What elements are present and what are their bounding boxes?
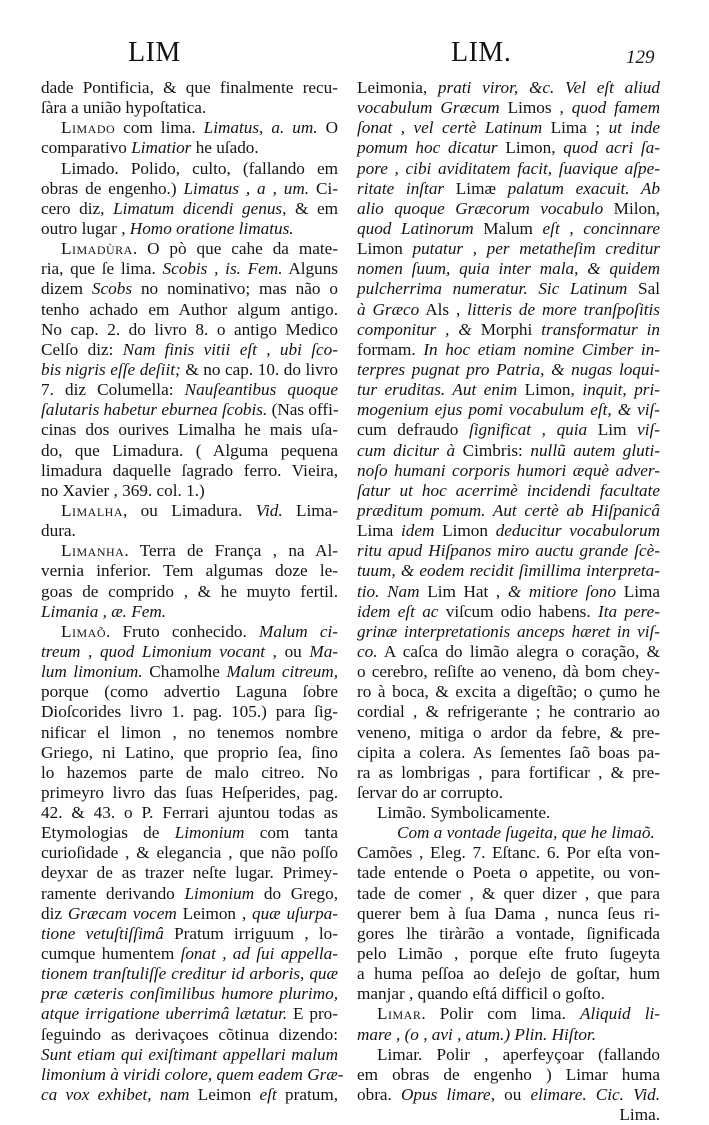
text-run: dura.: [41, 521, 76, 541]
latin-text: eſt: [259, 1085, 277, 1105]
text-run: cinas dos ourives Limalha he mais uſa-: [41, 420, 338, 440]
text-line: [41, 360, 338, 380]
entry-headword: Limanha: [61, 541, 125, 561]
latin-text: Aliquid li-: [579, 1004, 660, 1024]
latin-text: pomum hoc dicatur: [357, 138, 498, 158]
text-line: [357, 924, 660, 944]
text-line: [41, 944, 338, 964]
text-line: [41, 984, 338, 1004]
latin-text: ſignificat , quia: [468, 420, 588, 440]
text-run: Leimonia,: [357, 78, 438, 97]
text-run: manjar , quando eſtá difficil o goſto.: [357, 984, 605, 1004]
latin-text: ritu apud Hiſpanos miro auctu grande ſcè-: [357, 541, 660, 561]
latin-text: componitur , &: [357, 319, 472, 339]
text-run: dade Pontificia, & que finalmente recu-: [41, 78, 338, 97]
text-line: [357, 320, 660, 340]
latin-text: Malum ci-: [259, 621, 338, 641]
text-line: [41, 300, 338, 320]
latin-text: & mitiore ſono: [507, 581, 617, 601]
text-line: [357, 1004, 660, 1024]
running-head-right: LIM.: [451, 37, 512, 68]
text-run: ra as lombrigas , para fortificar , & pre-: [357, 762, 660, 782]
latin-text: elimare. Cic. Vid.: [530, 1085, 661, 1105]
text-line: [41, 541, 338, 561]
text-line: [357, 602, 660, 622]
text-line: [357, 300, 660, 320]
text-run: limadura daquelle ſagrado ferro. Vieira,: [41, 460, 338, 480]
text-line: [357, 340, 660, 360]
latin-text: quod famem: [571, 98, 660, 118]
text-line: [41, 803, 338, 823]
text-run: , ou Limadura.: [123, 500, 256, 520]
text-run: deyxar de as trazer neſte lugar. Primey-: [41, 863, 338, 883]
text-line: [41, 642, 338, 662]
text-line: [41, 582, 338, 602]
text-run: Lima ;: [542, 118, 609, 138]
text-run: cero diz,: [41, 198, 114, 218]
text-run: tade entende o Poeta o appetite, ou von-: [357, 863, 660, 883]
text-run: Lima-: [282, 500, 338, 520]
text-line: [41, 763, 338, 783]
text-line: [41, 320, 338, 340]
text-run: Morphi: [471, 319, 542, 339]
text-line: [357, 400, 660, 420]
entry-headword: Limalha: [61, 500, 123, 520]
text-run: Als ,: [419, 299, 468, 319]
latin-text: præditum pomum. Aut certè ab Hiſpanicâ: [357, 500, 660, 520]
text-run: E pro-: [287, 1004, 338, 1024]
text-line: [41, 743, 338, 763]
text-run: Limon,: [497, 138, 564, 158]
latin-text: ritate inſtar: [357, 178, 445, 198]
latin-text: Com a vontade ſugeita, que he limaõ.: [397, 823, 655, 843]
latin-text: idem: [401, 521, 435, 541]
text-run: Chamolhe: [142, 662, 227, 682]
latin-text: litteris de more tranſpoſitis: [467, 299, 660, 319]
text-run: cumque humentem: [41, 944, 181, 964]
text-run: 7. diz Columella:: [41, 380, 185, 400]
latin-text: mare , (o , avi , atum.) Plin. Hiſtor.: [357, 1024, 597, 1044]
text-line: [357, 1065, 660, 1085]
latin-text: idem eſt ac: [357, 601, 439, 621]
text-line: [41, 340, 338, 360]
text-run: do Grego,: [254, 883, 339, 903]
text-run: Lim Hat ,: [419, 581, 508, 601]
text-line: [357, 702, 660, 722]
latin-text: ca vox exhibet, nam: [41, 1085, 190, 1105]
text-run: ſeguindo as derivaçoes cõtinua dizendo:: [41, 1024, 338, 1044]
text-run: outro lugar ,: [41, 218, 130, 238]
latin-text: tione vetuſtiſſimâ: [41, 923, 164, 943]
text-run: comparativo: [41, 138, 132, 158]
text-run: primeyro livro das ſuas Heſperides, pag.: [41, 782, 338, 802]
latin-text: nomen ſuum, quia inter mala, & quidem: [357, 259, 660, 279]
text-line: [357, 1045, 660, 1065]
text-line: [357, 481, 660, 501]
text-line: [357, 159, 660, 179]
text-run: 42. & 43. o P. Ferrari ajuntou todas as: [41, 803, 338, 823]
text-run: cum defraudo: [357, 420, 469, 440]
latin-text: à Græco: [357, 299, 420, 319]
text-run: ramente derivando: [41, 883, 185, 903]
text-run: Limon: [357, 239, 413, 259]
text-line: [357, 138, 660, 158]
text-run: Lima.: [619, 1105, 660, 1125]
text-run: Lima: [616, 581, 661, 601]
text-line: [357, 98, 660, 118]
text-line: [357, 279, 660, 299]
latin-text: tuum, & eodem recidit ſimillima interpreta-: [357, 561, 660, 581]
text-line: [357, 380, 660, 400]
latin-text: Nauſeantibus quoque: [184, 380, 338, 400]
text-line: [41, 441, 338, 461]
text-run: em obras de engenho ) Limar huma: [357, 1064, 660, 1084]
latin-text: putatur , per metatheſim creditur: [412, 239, 660, 259]
text-run: no nominativo; mas não o: [132, 279, 338, 299]
latin-text: ſonat , vel certè Latinum: [357, 118, 543, 138]
text-run: . Terra de França , na Al-: [124, 541, 338, 561]
text-line: [357, 118, 660, 138]
latin-text: inquit, pri-: [582, 380, 660, 400]
text-line: [357, 501, 660, 521]
latin-text: Limatior: [131, 138, 192, 158]
text-run: ſàra a união hypoſtatica.: [41, 98, 207, 118]
latin-text: Malum citreum,: [226, 662, 339, 682]
latin-text: atque irrigatione uberrimâ lætatur.: [41, 1004, 288, 1024]
text-line: [357, 521, 660, 541]
text-run: obras de engenho.): [41, 178, 184, 198]
text-line: [41, 259, 338, 279]
text-line: [41, 884, 338, 904]
text-run: No cap. 2. do livro 8. o antigo Medico: [41, 319, 338, 339]
latin-text: Vid.: [255, 500, 283, 520]
text-run: Milon,: [603, 198, 660, 218]
text-run: Griego, ni Latino, que proprio ſea, ſino: [41, 742, 338, 762]
text-line: [357, 78, 660, 98]
text-line: [357, 642, 660, 662]
text-line: [41, 521, 338, 541]
text-line: [357, 823, 660, 843]
text-run: Lim: [587, 420, 638, 440]
text-line: [41, 179, 338, 199]
text-line: [357, 360, 660, 380]
text-run: ſervar do ar corrupto.: [357, 782, 504, 802]
latin-text: In hoc etiam nomine Cimber in-: [423, 339, 660, 359]
text-line: [357, 662, 660, 682]
text-line: [41, 924, 338, 944]
latin-text: tio. Nam: [357, 581, 420, 601]
entry-headword: Limar: [377, 1004, 422, 1024]
text-line: [357, 743, 660, 763]
text-run: formam.: [357, 339, 424, 359]
text-run: obra.: [357, 1085, 401, 1105]
text-line: [41, 138, 338, 158]
latin-text: ut inde: [608, 118, 660, 138]
text-run: lo hazemos parte de malo citreo. No: [41, 762, 338, 782]
latin-text: prati viror, &c. Vel eſt aliud: [437, 78, 660, 97]
text-run: Ci-: [309, 178, 339, 198]
running-header: [0, 37, 709, 73]
latin-text: transformatur in: [541, 319, 660, 339]
text-line: [357, 179, 660, 199]
latin-text: viſ-: [637, 420, 660, 440]
text-run: querer bem à ſua Dama , nunca ſeus ri-: [357, 903, 660, 923]
text-run: O: [317, 118, 339, 138]
text-run: nificar el limon , no tenemos nombre: [41, 722, 338, 742]
latin-text: Limania , æ. Fem.: [41, 601, 167, 621]
text-line: [357, 461, 660, 481]
latin-text: tionem tranſtuliſſe creditur id arboris, quæ: [41, 964, 338, 984]
text-line: [41, 1004, 338, 1024]
text-run: porque (como advertio Laguna ſobre: [41, 682, 338, 702]
text-line: [41, 98, 338, 118]
latin-text: Scobis , is. Fem.: [162, 259, 283, 279]
text-line: [41, 118, 338, 138]
text-line: [357, 582, 660, 602]
page-number: 129: [626, 47, 655, 68]
text-run: Lima: [357, 521, 401, 541]
text-line: [41, 823, 338, 843]
text-line: [41, 199, 338, 219]
latin-text: ſonat , ad ſui appella-: [180, 944, 338, 964]
text-run: . Polir com lima.: [421, 1004, 580, 1024]
text-line: [357, 219, 660, 239]
latin-text: cum dicitur à: [357, 440, 456, 460]
entry-headword: Limaõ: [61, 621, 106, 641]
text-run: gores lhe tiràrão a vontade, ſignificada: [357, 923, 660, 943]
text-run: curioſidade , & elegancia , que não poſſo: [41, 843, 338, 863]
text-line: [41, 622, 338, 642]
text-run: Etymologias de: [41, 823, 175, 843]
text-run: cordial , & refrigerante ; he contrario ao: [357, 702, 660, 722]
text-line: [41, 159, 338, 179]
latin-text: Opus limare: [401, 1085, 491, 1105]
text-run: viſcum odio habens.: [438, 601, 598, 621]
text-line: [357, 1105, 660, 1125]
text-run: com lima.: [115, 118, 204, 138]
text-run: no Xavier , 369. col. 1.): [41, 480, 205, 500]
text-run: he uſado.: [191, 138, 259, 158]
text-line: [41, 239, 338, 259]
text-run: Leimon: [189, 1085, 260, 1105]
latin-text: pulcherrima numeratur. Sic Latinum: [357, 279, 628, 299]
text-run: Sal: [627, 279, 661, 299]
text-line: [357, 561, 660, 581]
text-line: [357, 1085, 660, 1105]
text-line: [357, 964, 660, 984]
text-line: [357, 843, 660, 863]
text-line: [357, 763, 660, 783]
latin-text: Limonium: [174, 823, 245, 843]
text-line: [41, 863, 338, 883]
latin-text: Scobs: [91, 279, 133, 299]
latin-text: grinæ interpretationis anceps hæret in viſ-: [357, 621, 660, 641]
text-run: ria, que ſe lima.: [41, 259, 163, 279]
latin-text: Limatus , a , um.: [183, 178, 310, 198]
text-line: [357, 984, 660, 1004]
text-line: [41, 843, 338, 863]
text-run: Limar. Polir , aperfeyçoar (fallando: [377, 1044, 660, 1064]
text-line: [41, 602, 338, 622]
text-line: [41, 501, 338, 521]
text-run: (Nas offi-: [267, 400, 339, 420]
text-line: [41, 561, 338, 581]
text-run: Limæ: [444, 178, 508, 198]
text-run: diz: [41, 903, 68, 923]
text-run: com tanta: [244, 823, 339, 843]
latin-text: pore , cibi aviditatem facit, ſuavique aſpe-: [357, 158, 660, 178]
text-run: , ou: [265, 641, 310, 661]
text-run: Malum: [473, 218, 543, 238]
text-line: [357, 541, 660, 561]
text-line: [357, 723, 660, 743]
text-run: tade de comer , & quer dizer , que para: [357, 883, 660, 903]
text-run: , ou: [490, 1085, 531, 1105]
text-line: [41, 702, 338, 722]
latin-text: vocabulum Græcum: [357, 98, 500, 118]
text-run: Leimon ,: [176, 903, 252, 923]
text-line: [357, 884, 660, 904]
text-line: [41, 1045, 338, 1065]
text-run: Alguns: [282, 259, 338, 279]
latin-text: limonium à viridi colore, quem eadem Græ-: [41, 1064, 344, 1084]
latin-text: quod acri ſa-: [563, 138, 660, 158]
latin-text: ſatur ut hoc acerrimè incidendi facultate: [357, 480, 660, 500]
text-run: Limado. Polido, culto, (fallando em: [61, 158, 338, 178]
latin-text: Nam finis vitii eſt , ubi ſco-: [122, 339, 338, 359]
text-line: [41, 481, 338, 501]
right-column: [357, 78, 660, 1125]
text-run: Limão. Symbolicamente.: [377, 803, 551, 823]
latin-text: bis nigris eſſe deſiit;: [41, 359, 181, 379]
latin-text: nullũ autem gluti-: [530, 440, 660, 460]
text-run: pelo Limão , porque eſte fruto ſugeyta: [357, 944, 660, 964]
left-column: [41, 78, 344, 1105]
running-head-left: LIM: [128, 37, 181, 68]
text-run: Limon: [434, 521, 496, 541]
latin-text: Limatus, a. um.: [203, 118, 318, 138]
text-run: do, que Limadura. ( Alguma pequena: [41, 440, 338, 460]
text-line: [357, 259, 660, 279]
text-run: tenho achado em Author algum antigo.: [41, 299, 338, 319]
latin-text: co.: [357, 641, 378, 661]
entry-headword: Limado: [61, 118, 116, 138]
text-line: [357, 199, 660, 219]
text-run: o cerebro, reſiſte ao veneno, dà bom chey-: [357, 662, 660, 682]
latin-text: deducitur vocabulorum: [495, 521, 660, 541]
text-run: . O pò que cahe da mate-: [132, 239, 338, 259]
text-line: [41, 1064, 344, 1085]
text-line: [41, 723, 338, 743]
latin-text: Limonium: [184, 883, 255, 903]
text-line: [41, 682, 338, 702]
text-line: [357, 944, 660, 964]
text-run: . Fruto conhecido.: [106, 621, 259, 641]
entry-headword: Limadùra: [61, 239, 133, 259]
text-run: pratum,: [276, 1085, 338, 1105]
text-line: [41, 78, 338, 98]
text-line: [357, 239, 660, 259]
latin-text: lum limonium.: [41, 662, 143, 682]
text-run: Celſo diz:: [41, 339, 123, 359]
text-line: [41, 279, 338, 299]
text-line: [357, 904, 660, 924]
text-run: ro à boca, & excita a digeſtão; o çumo he: [357, 682, 660, 702]
text-line: [357, 420, 660, 440]
text-line: [41, 964, 338, 984]
text-run: Limon,: [517, 380, 583, 400]
text-line: [41, 420, 338, 440]
text-run: a huma peſſoa ao deſejo de goſtar, hum: [357, 964, 660, 984]
latin-text: palatum exacuit. Ab: [507, 178, 660, 198]
text-line: [357, 1025, 660, 1045]
latin-text: quod Latinorum: [357, 218, 474, 238]
text-line: [41, 1025, 338, 1045]
text-line: [357, 863, 660, 883]
latin-text: Ita pere-: [597, 601, 661, 621]
text-run: goas de comprido , & he muyto fertil.: [41, 581, 338, 601]
latin-text: Ma-: [309, 641, 339, 661]
text-run: Camões , Eleg. 7. Eſtanc. 6. Por eſta von-: [357, 843, 660, 863]
text-run: vernia inferior. Tem algumas doze le-: [41, 561, 338, 581]
text-run: Pratum irriguum , lo-: [163, 923, 339, 943]
text-line: [41, 219, 338, 239]
latin-text: ſalutaris habetur eburnea ſcobis.: [41, 400, 268, 420]
latin-text: quæ uſurpa-: [251, 903, 339, 923]
text-line: [41, 783, 338, 803]
text-run: cipita a colera. As ſementes ſaõ boas pa-: [357, 742, 660, 762]
latin-text: terpres pugnat pro Patria, & nugas loqui-: [357, 359, 660, 379]
latin-text: alio quoque Græcorum vocabulo: [357, 198, 604, 218]
text-run: & no cap. 10. do livro: [180, 359, 339, 379]
latin-text: treum , quod Limonium vocant: [41, 641, 266, 661]
latin-text: Græcam vocem: [67, 903, 177, 923]
text-run: , & em: [282, 198, 339, 218]
text-line: [357, 682, 660, 702]
text-line: [41, 1085, 338, 1105]
text-run: A caſca do limão alegra o coração, &: [377, 641, 660, 661]
latin-text: Homo oratione limatus.: [129, 218, 294, 238]
text-line: [357, 441, 660, 461]
text-line: [41, 461, 338, 481]
text-line: [357, 783, 660, 803]
latin-text: tur eruditas. Aut enim: [357, 380, 518, 400]
text-line: [41, 380, 338, 400]
text-line: [357, 803, 660, 823]
text-run: Cimbris:: [455, 440, 531, 460]
text-line: [41, 904, 338, 924]
latin-text: Limatum dicendi genus: [113, 198, 283, 218]
latin-text: noſo humani corporis humori æquè adver-: [357, 460, 660, 480]
text-run: Dioſcorides livro 1. pag. 105.) para ſig-: [41, 702, 338, 722]
latin-text: præ cæteris conſimilibus humore plurimo,: [41, 984, 338, 1004]
latin-text: eſt , concinnare: [542, 218, 660, 238]
latin-text: Sunt etiam qui exiſtimant appellari malum: [41, 1044, 338, 1064]
text-run: Limos ,: [499, 98, 572, 118]
text-line: [357, 622, 660, 642]
latin-text: mogenium ejus pomi vocabulum eſt, & viſ-: [357, 400, 660, 420]
text-line: [41, 662, 338, 682]
text-line: [41, 400, 338, 420]
text-run: veneno, mitiga o ardor da febre, & pre-: [357, 722, 660, 742]
text-run: dizem: [41, 279, 92, 299]
